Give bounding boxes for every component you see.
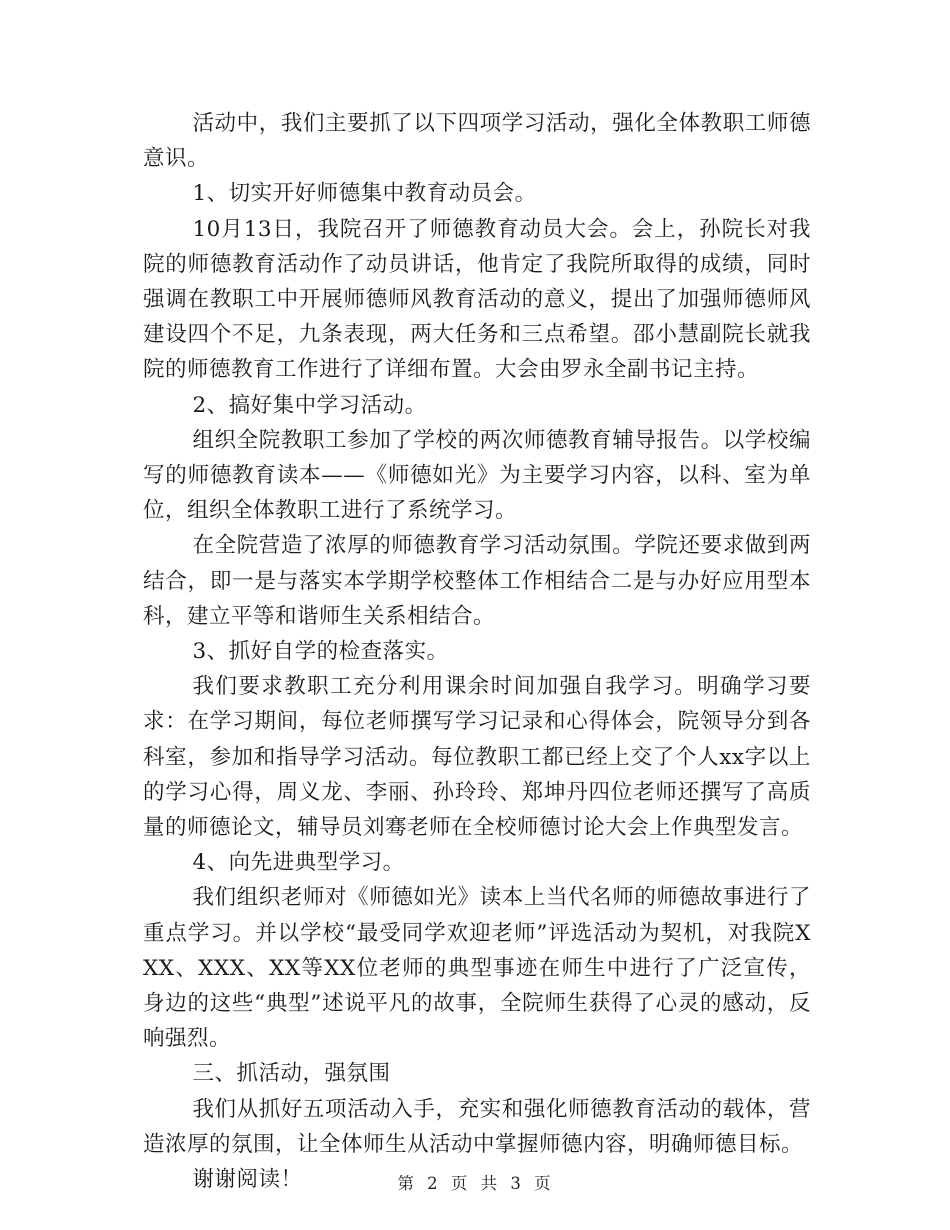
paragraph: 我们要求教职工充分利用课余时间加强自我学习。明确学习要求：在学习期间，每位老师撰写学习记录和心得体会，院领导分到各科室，参加和指导学习活动。每位教职工都已经上交了个人xx字以上的学习心得，周义龙、李丽、孙玲玲、郑坤丹四位老师还撰写了高质量的师德论文，辅导员刘骞老师在全校师德讨论大会上作典型发言。 — [143, 674, 811, 841]
paragraph: 在全院营造了浓厚的师德教育学习活动氛围。学院还要求做到两结合，即一是与落实本学期学校整体工作相结合二是与办好应用型本科，建立平等和谐师生关系相结合。 — [143, 533, 811, 629]
page-number-footer: 第 2 页 共 3 页 — [397, 1174, 553, 1193]
document-body — [143, 106, 811, 1197]
paragraph: 10月13日，我院召开了师德教育动员大会。会上，孙院长对我院的师德教育活动作了动员讲话，他肯定了我院所取得的成绩，同时强调在教职工中开展师德师风教育活动的意义，提出了加强师德师风建设四个不足，九条表现，两大任务和三点希望。邵小慧副院长就我院的师德教育工作进行了详细布置。大会由罗永全副书记主持。 — [143, 216, 811, 383]
closing-line: 谢谢阅读！ — [192, 1167, 303, 1193]
paragraph: 活动中，我们主要抓了以下四项学习活动，强化全体教职工师德意识。 — [143, 111, 811, 172]
section-heading: 3、抓好自学的检查落实。 — [192, 639, 449, 665]
paragraph: 我们组织老师对《师德如光》读本上当代名师的师德故事进行了重点学习。并以学校“最受同学欢迎老师”评选活动为契机，对我院XXX、XXX、XX等XX位老师的典型事迹在师生中进行了广泛宣传，身边的这些“典型”述说平凡的故事，全院师生获得了心灵的感动，反响强烈。 — [143, 885, 811, 1052]
section-heading: 4、向先进典型学习。 — [192, 850, 405, 876]
paragraph: 我们从抓好五项活动入手，充实和强化师德教育活动的载体，营造浓厚的氛围，让全体师生从活动中掌握师德内容，明确师德目标。 — [143, 1096, 811, 1157]
paragraph: 组织全院教职工参加了学校的两次师德教育辅导报告。以学校编写的师德教育读本——《师德如光》为主要学习内容，以科、室为单位，组织全体教职工进行了系统学习。 — [143, 427, 811, 524]
section-heading: 三、抓活动，强氛围 — [192, 1061, 391, 1087]
section-heading: 1、切实开好师德集中教育动员会。 — [192, 181, 537, 207]
section-heading: 2、搞好集中学习活动。 — [192, 392, 427, 418]
